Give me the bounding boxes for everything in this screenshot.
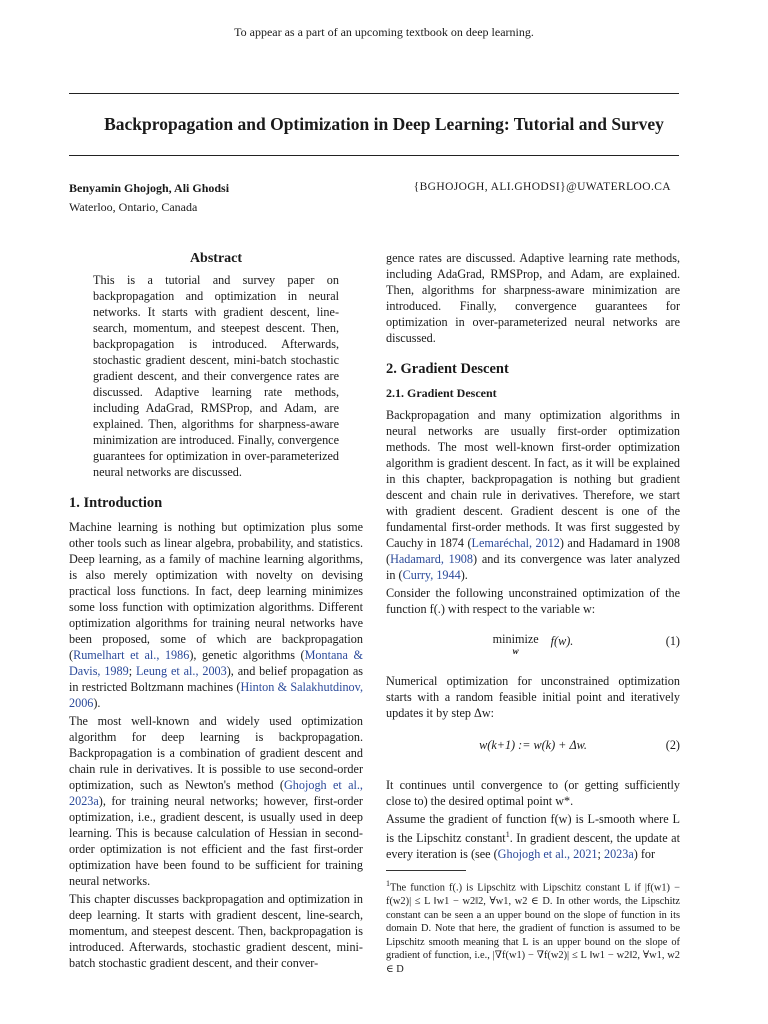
preprint-note: To appear as a part of an upcoming textbook on deep learning.: [234, 25, 534, 39]
equation-1: [386, 633, 680, 657]
citation-link[interactable]: Rumelhart et al., 1986: [73, 648, 190, 662]
citation-link[interactable]: 2023a: [603, 847, 634, 862]
equation-1-body: f(w).: [550, 634, 574, 648]
intro-paragraph-2: The most well-known and widely used optimization algorithm for deep learning is backpropagation. Backpropagation is a combination of gradient descent and chain rule in derivatives. It is possible to use second-order optimization, such as Newton's method (Ghojogh et al., 2023a), for training neural networks; however, first-order optimization, i.e., gradient descent, is usually used in deep learning. This is because calculation of Hessian in second-order optimization is not efficient and the fast first-order optimization have been found to be sufficient for training neural networks.: [69, 714, 363, 888]
gd-paragraph-1: Backpropagation and many optimization algorithms in neural networks are usually first-order optimization methods. The most well-known first-order optimization algorithm is gradient descent. In fact, as it will be explained in this chapter, backpropagation is nothing but gradient descent and chain rule in derivatives. Therefore, we start with gradient descent. Gradient descent is one of the fundamental first-order methods. It was first suggested by Cauchy in 1874 (Lemaréchal, 2012) and Hadamard in 1908 (Hadamard, 1908) and its convergence was later analyzed in (Curry, 1944).: [386, 408, 680, 582]
intro-paragraph-1: Machine learning is nothing but optimization plus some other tools such as linear algebra, probability, and statistics. Deep learning, as a family of machine learning algorithms, is also merely optimization with novelty on devising practical loss functions. In fact, deep learning minimizes some loss function with optimization algorithms. Different optimization algorithms for training neural networks have been proposed, some of which are backpropagation (Rumelhart et al., 1986), genetic algorithms (Montana & Davis, 1989; Leung et al., 2003), and belief propagation as in restricted Boltzmann machines (Hinton & Salakhutdinov, 2006).: [69, 520, 363, 710]
gd-paragraph-3: Numerical optimization for unconstrained optimization starts with a random feasible initial point and iteratively updates it by step Δw:: [386, 674, 680, 720]
footnote-divider: [386, 870, 466, 871]
equation-2-number: (2): [665, 738, 680, 752]
right-column: [386, 250, 680, 976]
equation-2-body: w(k+1) := w(k) + Δw.: [479, 738, 587, 752]
footnote-mark[interactable]: 1: [505, 830, 510, 839]
gd-paragraph-4: It continues until convergence to (or getting sufficiently close to) the desired optimal point w*.: [386, 778, 680, 808]
equation-1-number: (1): [665, 634, 680, 648]
equation-2: [386, 737, 680, 761]
section-heading-introduction: 1. Introduction: [69, 495, 163, 511]
title-rule-bottom: [69, 155, 679, 156]
abstract-text: This is a tutorial and survey paper on backpropagation and optimization in neural networks. It starts with gradient descent, line-search, momentum, and steepest descent. Then, backpropagation is introduced. Afterwards, stochastic gradient descent, mini-batch stochastic gradient descent, and their convergence rates are discussed. Adaptive learning rate methods, including AdaGrad, RMSProp, and Adam, are explained. Then, algorithms for sharpness-aware minimization are introduced. Finally, convergence guarantees for optimization in over-parameterized neural networks are discussed.: [93, 273, 339, 479]
subsection-heading-gradient-descent: 2.1. Gradient Descent: [386, 386, 497, 400]
author-email: {BGHOJOGH, ALI.GHODSI}@UWATERLOO.CA: [413, 181, 671, 193]
abstract-heading: Abstract: [189, 251, 243, 266]
citation-link[interactable]: Ghojogh et al., 2021: [497, 847, 598, 862]
author-names: Benyamin Ghojogh, Ali Ghodsi: [69, 181, 230, 195]
citation-link[interactable]: Hadamard, 1908: [390, 552, 473, 566]
citation-link[interactable]: Curry, 1944: [402, 568, 461, 582]
intro-paragraph-3-continued: gence rates are discussed. Adaptive learning rate methods, including AdaGrad, RMSProp, and Adam, are explained. Then, algorithms for sharpness-aware minimization are introduced. Finally, convergence guarantees for optimization in over-parameterized neural networks are discussed.: [386, 251, 680, 345]
intro-paragraph-3: This chapter discusses backpropagation and optimization in deep learning. It starts with gradient descent, line-search, momentum, and steepest descent. Then, backpropagation is introduced. Afterwards, stochastic gradient descent, mini-batch stochastic gradient descent, and their conver-: [69, 892, 363, 970]
citation-link[interactable]: Montana & Davis, 1989: [69, 648, 363, 678]
citation-link[interactable]: Hinton & Salakhutdinov, 2006: [69, 680, 363, 710]
section-heading-gradient-descent: 2. Gradient Descent: [386, 361, 509, 377]
gd-paragraph-5: Assume the gradient of function f(w) is L-smooth where L is the Lipschitz constant$^1$. In gradient descent, the update at every iteration is (see (Ghojogh et al., 2021; 2023a) for: [386, 812, 680, 862]
gd-paragraph-2: Consider the following unconstrained optimization of the function f(.) with respect to the variable w:: [386, 586, 680, 616]
citation-link[interactable]: Leung et al., 2003: [135, 664, 227, 678]
title-rule-top: [69, 93, 679, 94]
paper-title: Backpropagation and Optimization in Deep Learning: Tutorial and Survey: [104, 114, 664, 134]
citation-link[interactable]: Lemaréchal, 2012: [471, 536, 560, 550]
equation-1-operator: minimize w: [492, 632, 539, 656]
citation-link[interactable]: Ghojogh et al., 2023a: [69, 778, 363, 808]
author-affiliation: Waterloo, Ontario, Canada: [69, 200, 198, 214]
footnote-1: $^1$The function f(.) is Lipschitz with Lipschitz constant L if |f(w1) − f(w2)| ≤ L ‖w1 − w2‖2, ∀w1, w2 ∈ D. In other words, the Lipschitz constant can be seen a an upper bound on the slope of function in its domain D. Note that here, the gradient of function is assumed to be Lipschitz smooth meaning that L is an upper bound on the slope of gradient of function, i.e., |∇f(w1) − ∇f(w2)| ≤ L ‖w1 − w2‖2, ∀w1, w2 ∈ D: [386, 879, 680, 975]
left-column: [69, 250, 363, 973]
